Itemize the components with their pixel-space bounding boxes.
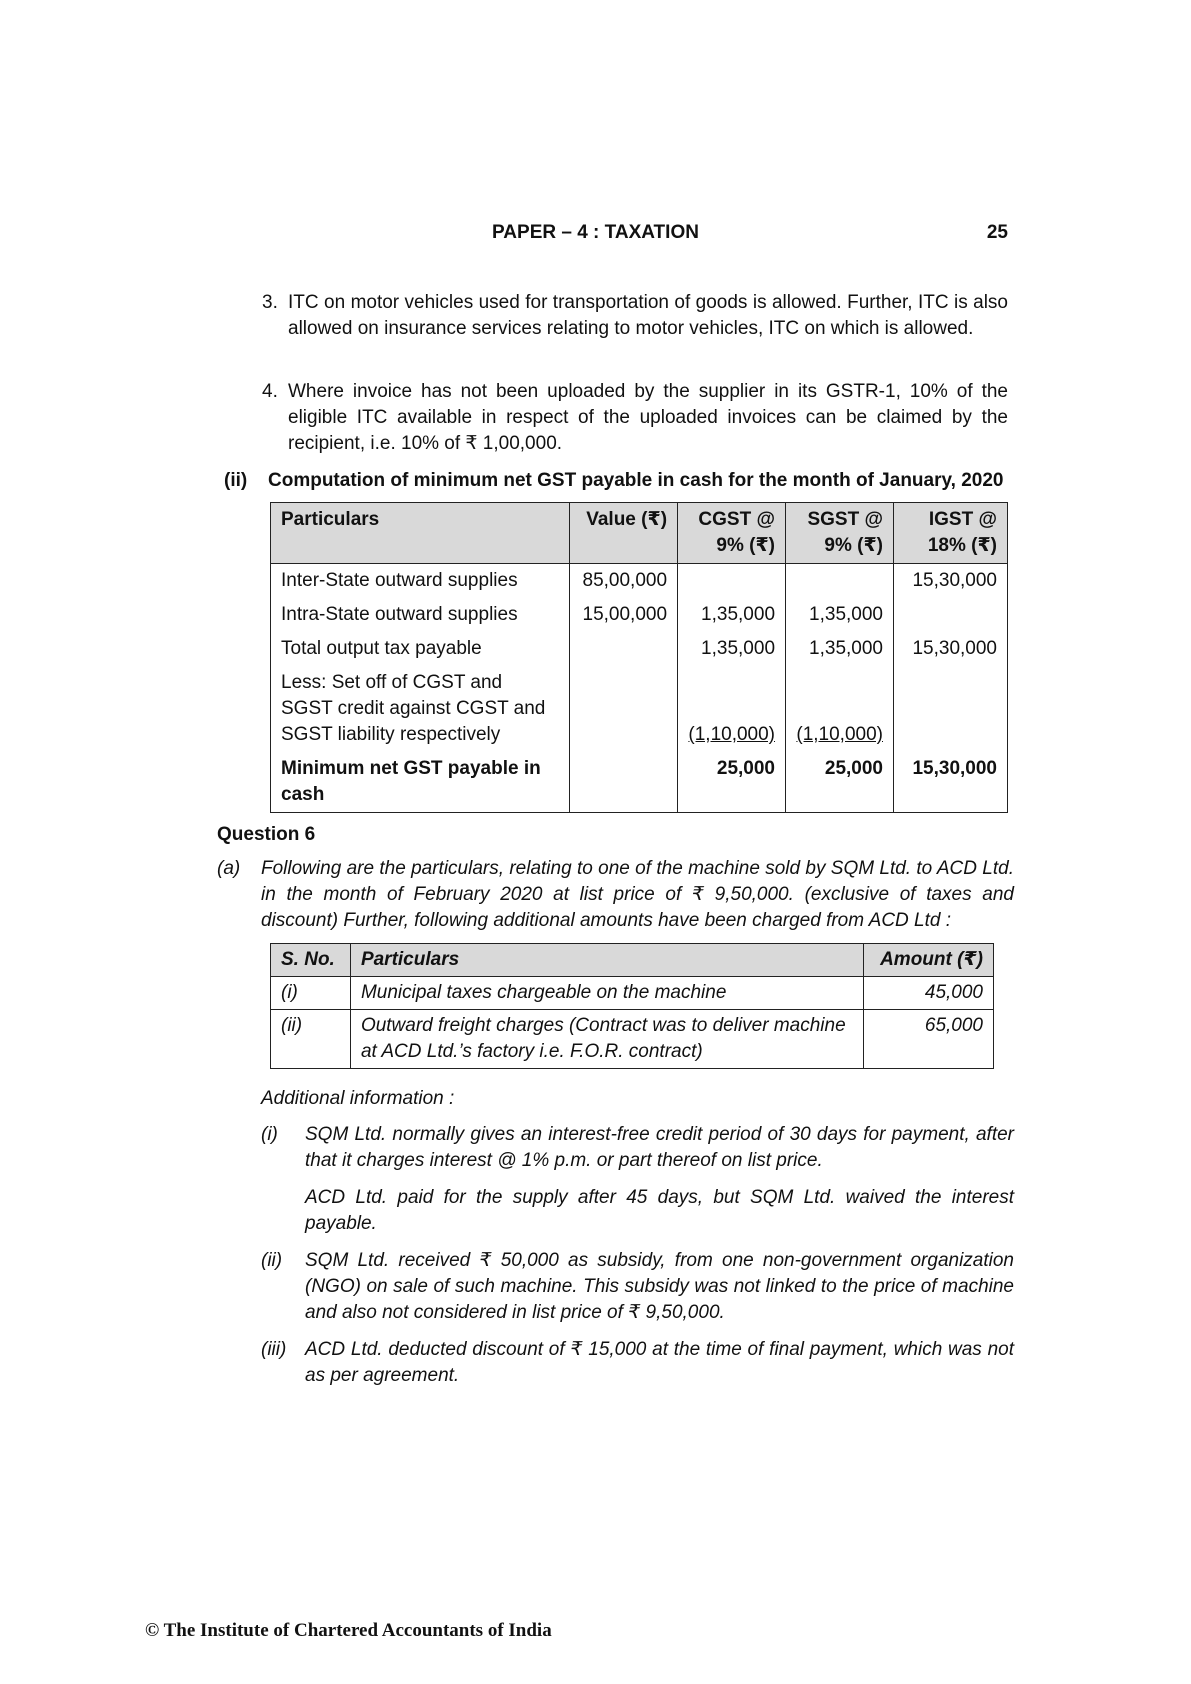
note-text: ITC on motor vehicles used for transportation of goods is allowed. Further, ITC is also allowed on insurance services relating to motor vehicles, ITC on which is allowed. bbox=[288, 292, 1008, 339]
cell-igst: 15,30,000 bbox=[894, 564, 1008, 599]
part-a-intro bbox=[217, 856, 1014, 934]
cell-particulars: Minimum net GST payable in cash bbox=[271, 752, 570, 813]
cell-value: 85,00,000 bbox=[570, 564, 678, 599]
table-row-total bbox=[271, 752, 1008, 813]
note-number: 3. bbox=[262, 292, 278, 313]
additional-item-i-para2: ACD Ltd. paid for the supply after 45 days, but SQM Ltd. waived the interest payable. bbox=[305, 1187, 1014, 1234]
note-text: Where invoice has not been uploaded by the supplier in its GSTR-1, 10% of the eligible ITC available in respect of the uploaded invoices can be claimed by the recipient, i.e. 10% of ₹ 1,00,000. bbox=[288, 381, 1008, 454]
cell-value: 15,00,000 bbox=[570, 598, 678, 632]
col-header-amount: Amount (₹) bbox=[864, 944, 994, 977]
table-row bbox=[271, 1010, 994, 1069]
note-number: 4. bbox=[262, 381, 278, 402]
cell-igst bbox=[894, 666, 1008, 752]
table-row bbox=[271, 564, 1008, 599]
cell-cgst: 1,35,000 bbox=[678, 598, 786, 632]
cell-sgst bbox=[786, 564, 894, 599]
col-header-sgst: SGST @ 9% (₹) bbox=[786, 503, 894, 564]
col-header-value: Value (₹) bbox=[570, 503, 678, 564]
table-row bbox=[271, 666, 1008, 752]
section-ii-heading bbox=[224, 468, 1014, 494]
table-row bbox=[271, 632, 1008, 666]
item-text: SQM Ltd. received ₹ 50,000 as subsidy, from one non-government organization (NGO) on sale of such machine. This subsidy was not linked to the price of machine and also not considered in list price of ₹ 9,50,000. bbox=[305, 1250, 1014, 1323]
table-header-row bbox=[271, 944, 994, 977]
note-item-4 bbox=[262, 379, 1008, 457]
col-header-particulars: Particulars bbox=[271, 503, 570, 564]
additional-item-ii bbox=[261, 1248, 1014, 1326]
cell-particulars: Less: Set off of CGST and SGST credit against CGST and SGST liability respectively bbox=[271, 666, 570, 752]
part-label: (a) bbox=[217, 858, 241, 879]
item-label: (i) bbox=[261, 1124, 278, 1145]
note-item-3 bbox=[262, 290, 1008, 342]
cell-sgst: 25,000 bbox=[786, 752, 894, 813]
cell-amount: 65,000 bbox=[864, 1010, 994, 1069]
additional-item-i bbox=[261, 1122, 1014, 1174]
cell-cgst: 25,000 bbox=[678, 752, 786, 813]
cell-sno: (i) bbox=[271, 977, 351, 1010]
question-heading: Question 6 bbox=[217, 824, 316, 845]
item-text: SQM Ltd. normally gives an interest-free credit period of 30 days for payment, after that it charges interest @ 1% p.m. or part thereof on list price. bbox=[305, 1124, 1014, 1171]
additional-item-iii bbox=[261, 1337, 1014, 1389]
cell-amount: 45,000 bbox=[864, 977, 994, 1010]
cell-cgst: 1,35,000 bbox=[678, 632, 786, 666]
item-text: ACD Ltd. deducted discount of ₹ 15,000 at the time of final payment, which was not as per agreement. bbox=[305, 1339, 1014, 1386]
cell-value bbox=[570, 752, 678, 813]
cell-particulars: Inter-State outward supplies bbox=[271, 564, 570, 599]
table-row bbox=[271, 977, 994, 1010]
cell-particulars: Intra-State outward supplies bbox=[271, 598, 570, 632]
cell-igst bbox=[894, 598, 1008, 632]
cell-particulars: Outward freight charges (Contract was to deliver machine at ACD Ltd.’s factory i.e. F.O.R. contract) bbox=[350, 1010, 863, 1069]
footer-copyright: © The Institute of Chartered Accountants of India bbox=[145, 1620, 552, 1641]
section-heading-text: Computation of minimum net GST payable in cash for the month of January, 2020 bbox=[268, 470, 1004, 491]
cell-cgst bbox=[678, 564, 786, 599]
section-label: (ii) bbox=[224, 470, 248, 491]
cell-sno: (ii) bbox=[271, 1010, 351, 1069]
col-header-igst: IGST @ 18% (₹) bbox=[894, 503, 1008, 564]
page-number: 25 bbox=[986, 222, 1008, 243]
cell-value bbox=[570, 666, 678, 752]
part-intro-text: Following are the particulars, relating to one of the machine sold by SQM Ltd. to ACD Ltd. in the month of February 2020 at list price of ₹ 9,50,000. (exclusive of taxes and discount) Further, following additional amounts have been charged from ACD Ltd : bbox=[261, 858, 1014, 931]
additional-info-heading: Additional information : bbox=[261, 1088, 455, 1109]
cell-particulars: Municipal taxes chargeable on the machine bbox=[350, 977, 863, 1010]
cell-sgst: 1,35,000 bbox=[786, 632, 894, 666]
cell-sgst: (1,10,000) bbox=[796, 724, 883, 745]
table-header-row bbox=[271, 503, 1008, 564]
col-header-cgst: CGST @ 9% (₹) bbox=[678, 503, 786, 564]
cell-sgst: 1,35,000 bbox=[786, 598, 894, 632]
page-header-title: PAPER – 4 : TAXATION bbox=[492, 222, 699, 243]
charges-table bbox=[270, 943, 994, 1069]
item-label: (iii) bbox=[261, 1339, 287, 1360]
cell-value bbox=[570, 632, 678, 666]
cell-igst: 15,30,000 bbox=[894, 752, 1008, 813]
cell-igst: 15,30,000 bbox=[894, 632, 1008, 666]
table-row bbox=[271, 598, 1008, 632]
cell-cgst: (1,10,000) bbox=[688, 724, 776, 745]
cell-particulars: Total output tax payable bbox=[271, 632, 570, 666]
col-header-particulars: Particulars bbox=[350, 944, 863, 977]
item-label: (ii) bbox=[261, 1250, 283, 1271]
col-header-sno: S. No. bbox=[271, 944, 351, 977]
gst-computation-table bbox=[270, 502, 1008, 813]
